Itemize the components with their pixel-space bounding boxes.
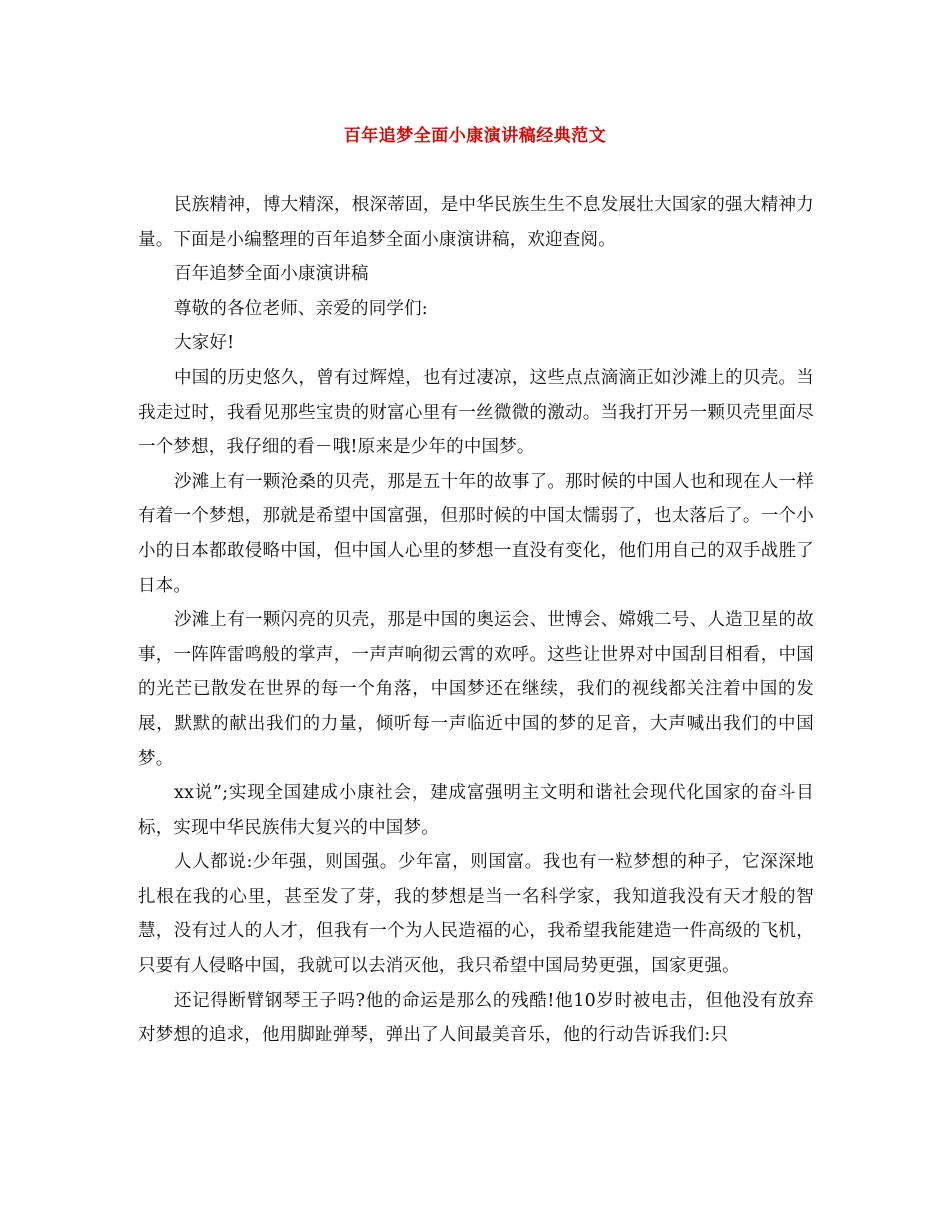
paragraph-history: 中国的历史悠久，曾有过辉煌，也有过凄凉，这些点点滴滴正如沙滩上的贝壳。当我走过时，我看见那些宝贵的财富心里有一丝微微的激动。当我打开另一颗贝壳里面尽一个梦想，我仔细的看－哦!原来是少年的中国梦。 bbox=[138, 367, 814, 458]
paragraph-quote: xx说”;实现全国建成小康社会，建成富强明主文明和谐社会现代化国家的奋斗目标，实现中华民族伟大复兴的中国梦。 bbox=[138, 783, 814, 838]
paragraph-old-shell: 沙滩上有一颗沧桑的贝壳，那是五十年的故事了。那时候的中国人也和现在人一样有着一个梦想，那就是希望中国富强，但那时候的中国太懦弱了，也太落后了。一个小小的日本都敢侵略中国，但中国人心里的梦想一直没有变化，他们用自己的双手战胜了日本。 bbox=[138, 471, 814, 596]
paragraph-subtitle: 百年追梦全面小康演讲稿 bbox=[174, 264, 369, 285]
document-title: 百年追梦全面小康演讲稿经典范文 bbox=[343, 126, 607, 146]
paragraph-shiny-shell: 沙滩上有一颗闪亮的贝壳，那是中国的奥运会、世博会、嫦娥二号、人造卫星的故事，一阵阵雷鸣般的掌声，一声声响彻云霄的欢呼。这些让世界对中国刮目相看，中国的光芒已散发在世界的每一个角落，中国梦还在继续，我们的视线都关注着中国的发展，默默的献出我们的力量，倾听每一声临近中国的梦的足音，大声喊出我们的中国梦。 bbox=[138, 610, 814, 769]
paragraph-my-dream: 人人都说:少年强，则国强。少年富，则国富。我也有一粒梦想的种子，它深深地扎根在我的心里，甚至发了芽，我的梦想是当一名科学家，我知道我没有天才般的智慧，没有过人的人才，但我有一个为人民造福的心，我希望我能建造一件高级的飞机，只要有人侵略中国，我就可以去消灭他，我只希望中国局势更强，国家更强。 bbox=[138, 852, 814, 977]
paragraph-piano-prince: 还记得断臂钢琴王子吗?他的命运是那么的残酷!他10岁时被电击，但他没有放弃对梦想的追求，他用脚趾弹琴，弹出了人间最美音乐，他的行动告诉我们:只 bbox=[138, 990, 814, 1046]
paragraph-salutation: 尊敬的各位老师、亲爱的同学们: bbox=[174, 298, 428, 319]
paragraph-intro: 民族精神，博大精深，根深蒂固，是中华民族生生不息发展壮大国家的强大精神力量。下面是小编整理的百年追梦全面小康演讲稿，欢迎查阅。 bbox=[138, 195, 814, 250]
document-body bbox=[138, 188, 814, 1053]
paragraph-greeting: 大家好! bbox=[174, 333, 235, 354]
